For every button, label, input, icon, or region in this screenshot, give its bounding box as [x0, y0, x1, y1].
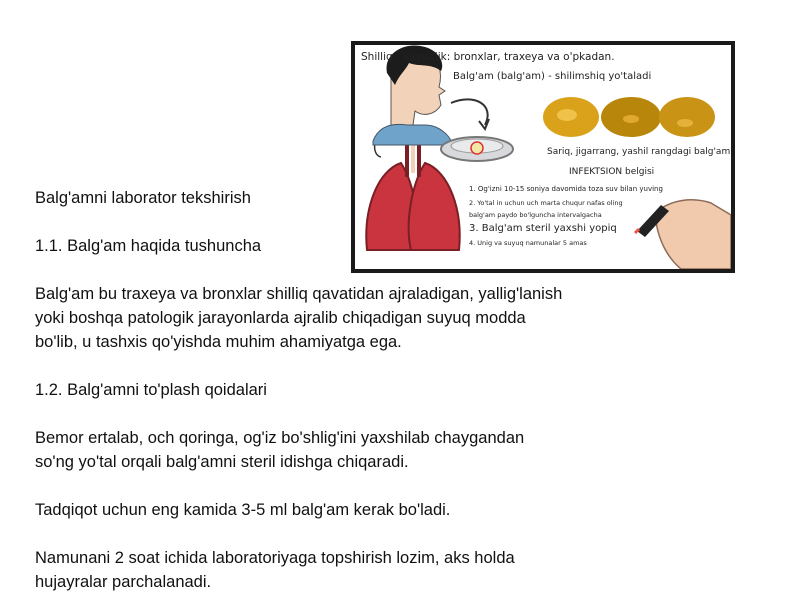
illustration-list-item-1: 1. Og'izni 10-15 soniya davomida toza suv bilan yuving [469, 185, 663, 193]
illustration-caption-sputum: Balg'am (balg'am) - shilimshiq yo'taladi [453, 71, 652, 82]
section-2-paragraph-2-line-1: Tadqiqot uchun eng kamida 3-5 ml balg'am kerak bo'ladi. [35, 501, 451, 519]
section-1-paragraph-line-3: bo'lib, u tashxis qo'yishda muhim ahamiyatga ega. [35, 333, 402, 351]
illustration-caption-top: Shilliq - suyuqlik: bronxlar, traxeya va o'pkadan. [361, 51, 615, 63]
sputum-spot [471, 142, 483, 154]
illustration-caption-colors: Sariq, jigarrang, yashil rangdagi balg'am [547, 147, 731, 157]
illustration-list-item-2: 2. Yo'tal in uchun uch marta chuqur nafas oling [469, 199, 623, 207]
section-2-paragraph-1-line-1: Bemor ertalab, och qoringa, og'iz bo'shlig'ini yaxshilab chaygandan [35, 429, 525, 447]
slide-heading: Balg'amni laborator tekshirish [35, 189, 251, 207]
section-1-paragraph-line-1: Balg'am bu traxeya va bronxlar shilliq qavatidan ajraladigan, yallig'lanish [35, 285, 563, 303]
section-1-title: 1.1. Balg'am haqida tushuncha [35, 237, 262, 255]
illustration-list-item-2b: balg'am paydo bo'lguncha intervalgacha [469, 211, 602, 219]
section-2-paragraph-1-line-2: so'ng yo'tal orqali balg'amni steril idishga chiqaradi. [35, 453, 409, 471]
sputum-sample-3 [659, 97, 715, 137]
illustration-caption-infection: INFEKTSION belgisi [569, 167, 655, 177]
section-2-title: 1.2. Balg'amni to'plash qoidalari [35, 381, 267, 399]
section-2-paragraph-3-line-1: Namunani 2 soat ichida laboratoriyaga topshirish lozim, aks holda [35, 549, 515, 567]
sputum-illustration [351, 41, 735, 273]
section-1-paragraph-line-2: yoki boshqa patologik jarayonlarda ajralib chiqadigan suyuq modda [35, 309, 526, 327]
illustration-list-item-3: 3. Balg'am steril yaxshi yopiq [469, 223, 617, 234]
section-2-paragraph-3-line-2: hujayralar parchalanadi. [35, 573, 212, 591]
illustration-list-item-4: 4. Unig va suyuq namunalar 5 amas [469, 239, 587, 247]
